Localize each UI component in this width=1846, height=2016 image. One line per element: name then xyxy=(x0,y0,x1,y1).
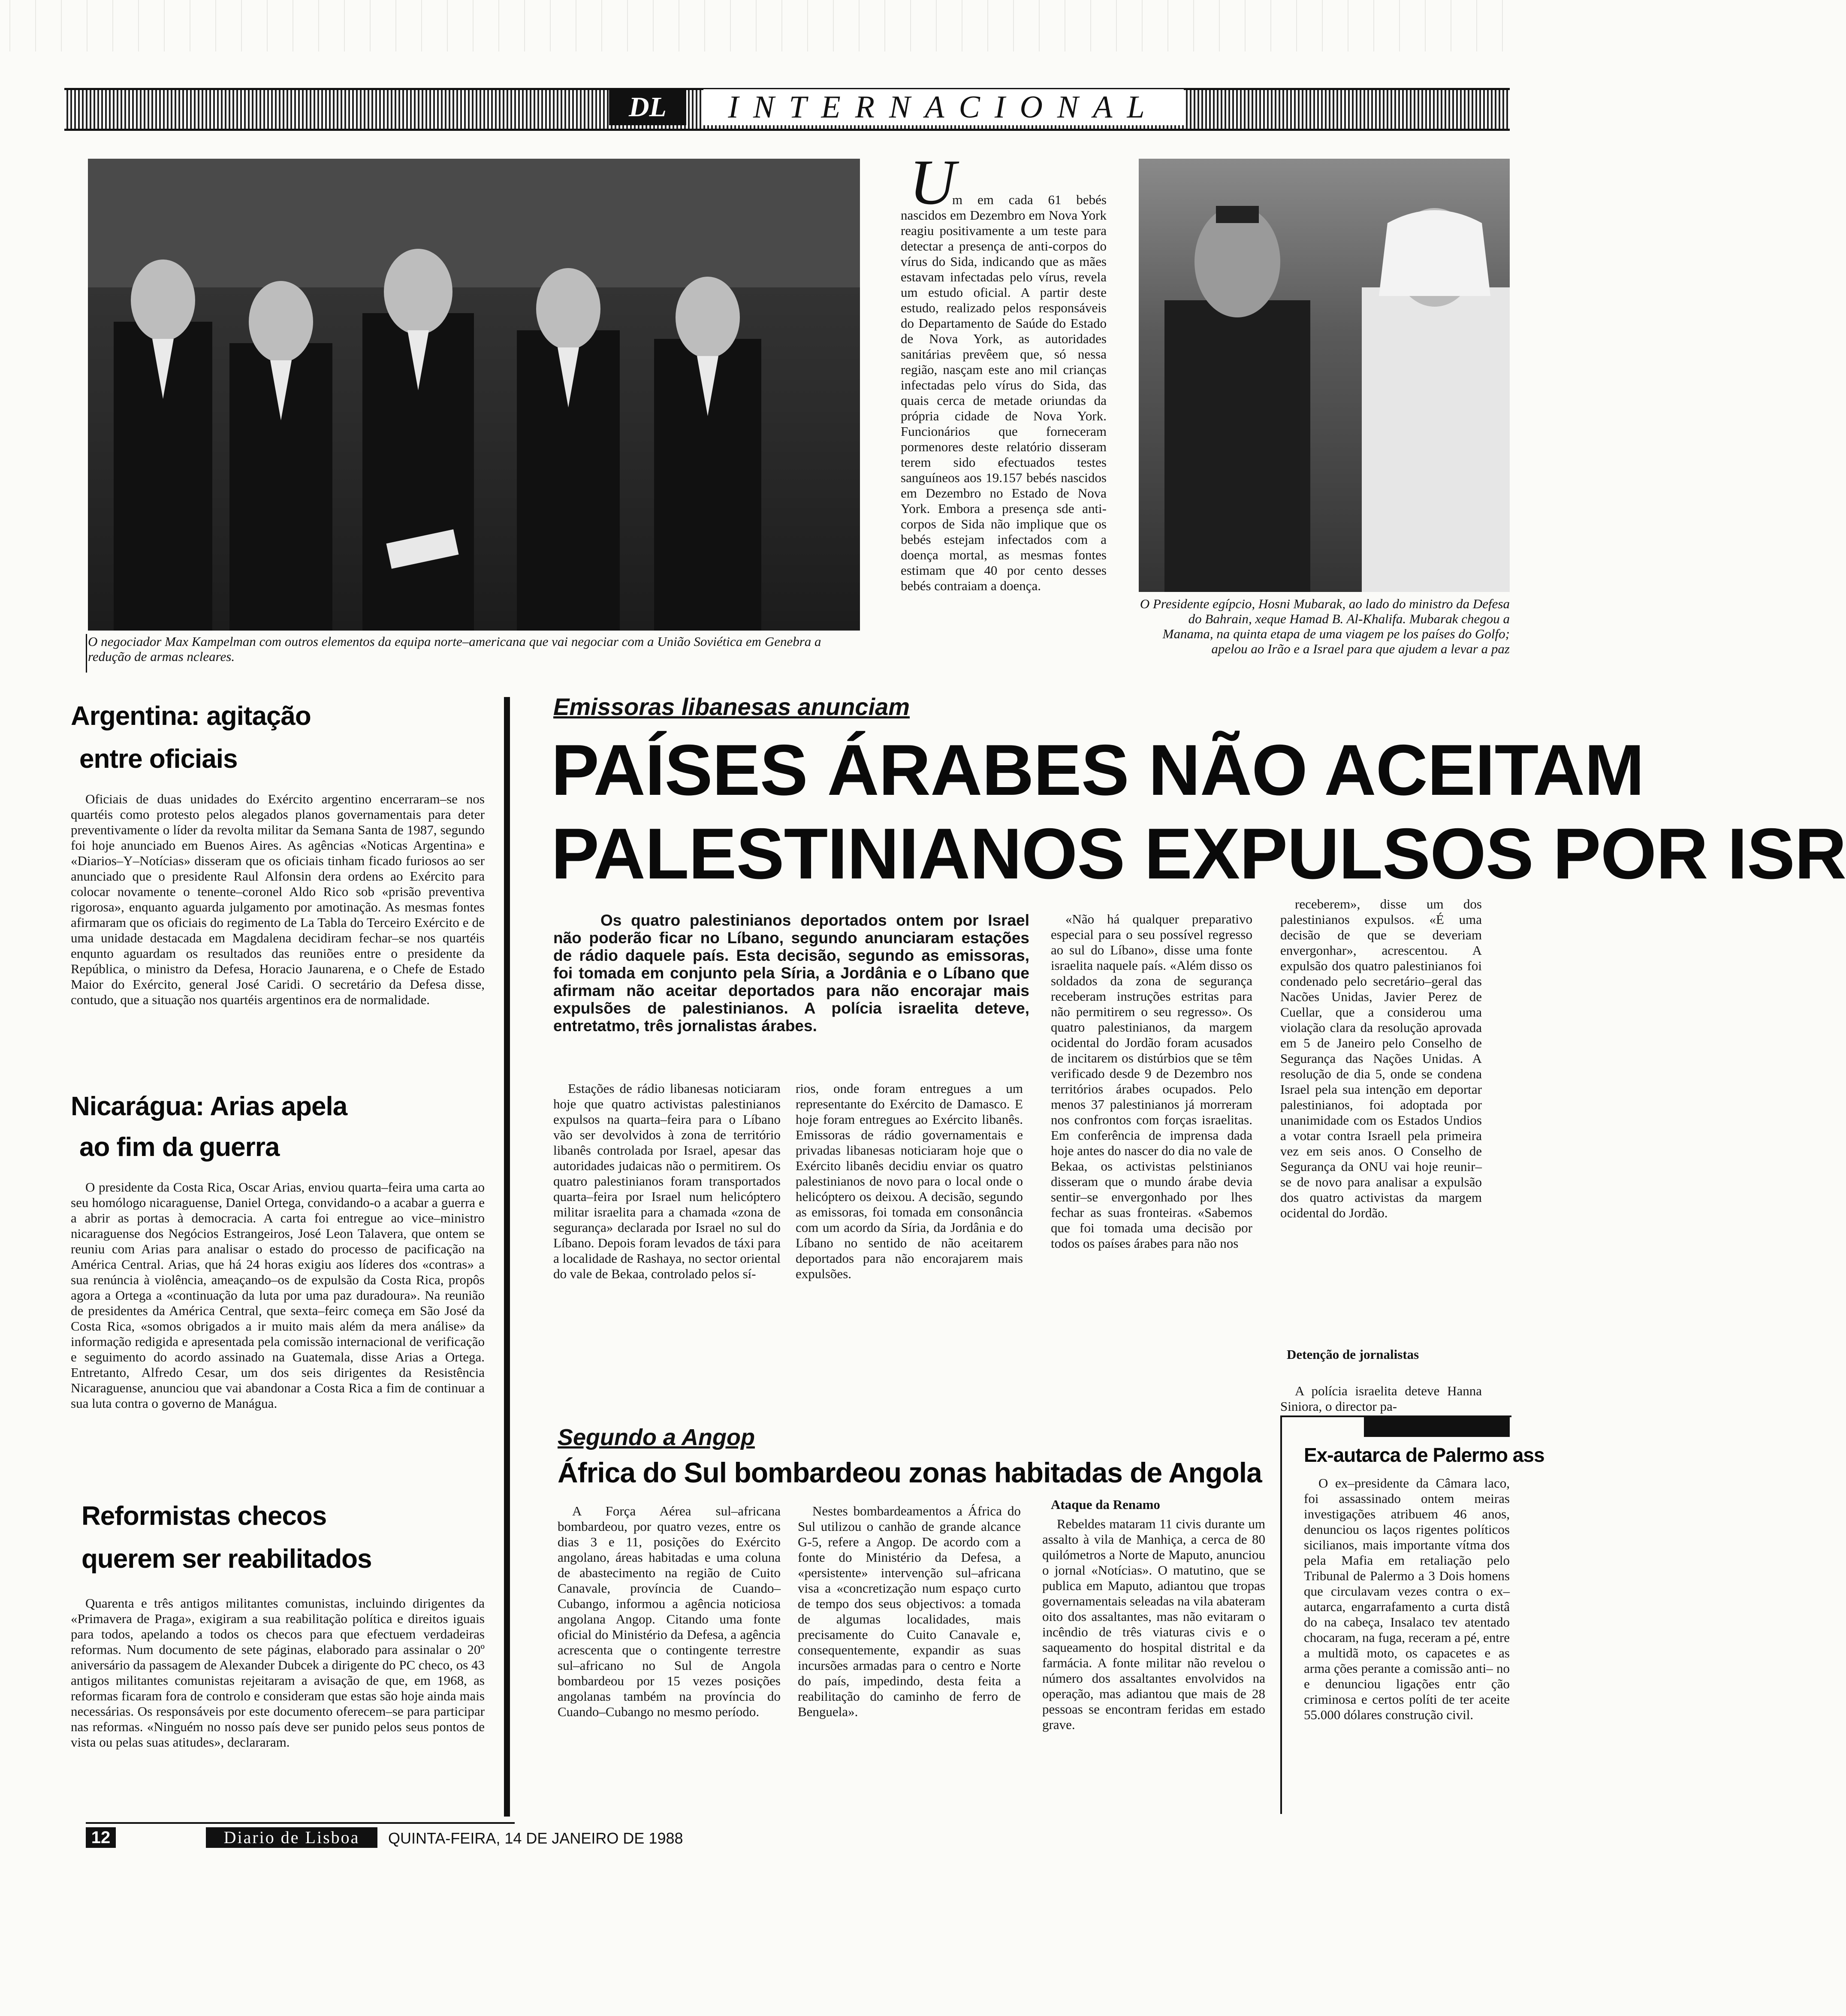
angola-col-1: A Força Aérea sul–africana bombardeou, por quatro vezes, entre os dias 3 e 11, posições do Exército angolano, áreas habitadas e uma coluna de abastecimento na região de Cuito Canavale, província de Cuando–Cubango, informou a agência noticiosa angolana Angop. Citando uma fonte oficial do Ministério da Defesa, a agência acrescenta que o contingente terrestre sul–africano no Sul de Angola bombardeou por 15 vezes posições angolanas também na província do Cuando–Cubango no mesmo período. xyxy=(558,1503,781,1719)
main-col-3: «Não há qualquer preparativo especial para o seu possível regresso ao sul do Líbano», disse uma fonte israelita naquele país. «Além disso os soldados da zona de segurança receberam instruções estritas para não permitirem o seu regresso». Os quatro palestinianos, da margem ocidental do Jordão foram acusados de incitarem os distúrbios que se têm verificado desde 9 de Dezembro nos territórios árabes ocupados. Pelo menos 37 palestinianos já morreram nos confrontos com forças israelitas. Em conferência de imprensa dada hoje antes do nascer do dia no vale de Bekaa, os activistas pelstinianos disseram que o mundo árabe devia sentir–se envergonhado por lhes fechar as suas fronteiras. «Sabemos que foi tomada uma decisão por todos os países árabes para não nos xyxy=(1051,911,1252,1251)
argentina-headline-2: entre oficiais xyxy=(79,744,238,774)
palermo-text: O ex–presidente da Câmara laco, foi assassinado ontem meiras investigações atribuem 46 anos, denunciou os laços rigentes políticos sicilianos, mais importante vítma dos pela Mafia em retaliação pelo Tribunal de Palermo a 3 Dois homens que circulavam vezes contra o ex–autarca, engarrafamento a curta distâ do na cabeça, Insalaco tev atentado chocaram, na fuga, receram a pé, entre a multidã moto, os capacetes e as arma ções perante a comissão anti– no e denunciou ligações entr ção criminosa e certos políti de ter aceite 55.000 dólares construção civil. xyxy=(1304,1476,1510,1722)
angola-col-3: Rebeldes mataram 11 civis durante um assalto à vila de Manhiça, a cerca de 80 quilómetros a Norte de Maputo, anunciou o jornal «Notícias». O matutino, que se publica em Maputo, adiantou que tropas governamentais seleadas na vila abateram oito dos assaltantes, mas não evitaram o incêndio de três viaturas civis e o saqueamento do hospital distrital e da farmácia. A fonte militar não revelou o número dos assaltantes envolvidos na operação, mas adiantou que mais de 28 pessoas se encontram feridas em estado grave. xyxy=(1042,1516,1265,1732)
kampelman-photo-caption: O negociador Max Kampelman com outros elementos da equipa norte–americana que vai negociar com a União Soviética em Genebra a redução de armas ncleares. xyxy=(88,634,821,664)
main-col-4: receberem», disse um dos palestinianos expulsos. «É uma decisão de que se deveriam envergonhar», acrescentou. A expulsão dos quatro palestinianos foi condenado pelo secretário–geral das Nacões Unidas, Javier Perez de Cuellar, que a considerou uma violação clara da resolução aprovada em 5 de Janeiro pelo Conselho de Segurança das Nações Unidas. A resolução de dia 5, onde se condena Israel pela sua intenção em deportar palestinianos, foi adoptada por unanimidade com os Estados Undios a votar contra Israell pela primeira vez em seis anos. O Conselho de Segurança da ONU vai hoje reunir–se de novo para analisar a expulsão dos quatro activistas da margem ocidental do Jordão. xyxy=(1280,896,1482,1220)
palermo-black-bar xyxy=(1364,1415,1510,1437)
mubarak-figures xyxy=(1139,159,1510,592)
footer-paper-name: Diario de Lisboa xyxy=(206,1827,377,1848)
nicaragua-headline-2: ao fim da guerra xyxy=(79,1132,280,1162)
checos-headline-2: querem ser reabilitados xyxy=(81,1544,372,1574)
kampelman-team-photo xyxy=(88,159,860,631)
palermo-headline: Ex-autarca de Palermo ass xyxy=(1304,1444,1544,1466)
argentina-text: Oficiais de duas unidades do Exército argentino encerraram–se nos quartéis como protesto pelos alegados planos governamentais para deter preventivamente o líder da revolta militar da Semana Santa de 1987, segundo foi hoje anunciado em Buenos Aires. As agências «Noticas Argentina» e «Diarios–Y–Notícias» disseram que os oficiais tinham ficado furiosos ao ser anunciado que o presidente Raul Alfonsin dera ordens ao Exército para colocar novamente o tenente–coronel Aldo Rico sob «prisão preventiva rigorosa», enquanto aguarda julgamento por amotinação. As mesmas fontes afirmaram que os oficiais do regimento de La Tabla do Terceiro Exército e de uma unidade destacada em Magdalena decidiram fechar–se nos quartéis enqunto aguardam os resultados das reuniões entre o presidente da República, o ministro da Defesa, Horacio Jaunarena, e o Chefe de Estado Maior do Exército, general José Caridi. O secretário da Defesa disse, contudo, que a situação nos quartéis argentinos era de normalidade. xyxy=(71,791,485,1007)
footer-rule xyxy=(86,1822,515,1824)
angola-headline: África do Sul bombardeou zonas habitadas de Angola xyxy=(558,1457,1262,1488)
sida-drop-cap: U xyxy=(909,147,956,218)
main-col-4-subhead: Detenção de jornalistas xyxy=(1287,1347,1419,1362)
column-divider xyxy=(504,697,510,1817)
nicaragua-text: O presidente da Costa Rica, Oscar Arias, enviou quarta–feira uma carta ao seu homólogo nicaraguense, Daniel Ortega, convidando-o a acabar a guerra e a abrir as portas à democracia. A carta foi entregue ao vice–ministro nicaraguense dos Negócios Estrangeiros, José Leon Talavera, que ontem se reuniu com Arias para analisar o estado do processo de pacificação na América Central. Arias, que há 24 horas exigiu aos líderes dos «contras» a sua renúncia à violência, ameaçando–os de expulsão da Costa Rica, propôs agora a Ortega a «continuação da luta por uma paz duradoura». Na reunião de presidentes da América Central, que sexta–feirc começa em São José da Costa Rica, «somos obrigados a ir muito mais além da mera análise» da informação redigida e apresentada pela comissão internacional de verificação e seguimento do acordo assinado na Guatemala, disse Arias a Ortega. Entretanto, Alfredo Cesar, um dos seis dirigentes da Resistência Nicaraguense, anunciou que vai abandonar a Costa Rica a fim de continuar a sua luta contra o governo de Manágua. xyxy=(71,1180,485,1411)
main-headline-2: PALESTINIANOS EXPULSOS POR ISR xyxy=(551,813,1846,894)
top-scan-strip xyxy=(0,0,1510,51)
section-title: INTERNACIONAL xyxy=(703,89,1184,125)
main-lead: Os quatro palestinianos deportados ontem por Israel não poderão ficar no Líbano, segundo anunciaram estações de rádio daquele país. Esta decisão, segundo as emissoras, foi tomada em conjunto pela Síria, a Jordânia e o Líbano que afirmam não aceitar deportados para não encorajar mais expulsões de palestinianos. A polícia israelita deteve, entretatmo, três jornalistas árabes. xyxy=(553,911,1029,1035)
angola-col-3-subhead: Ataque da Renamo xyxy=(1051,1497,1160,1512)
checos-headline-1: Reformistas checos xyxy=(81,1501,327,1531)
angola-col-2: Nestes bombardeamentos a África do Sul utilizou o canhão de grande alcance G-5, refere a Angop. De acordo com a fonte do Ministério da Defesa, a «persistente» intervenção sul–africana visa a «concretização num espaço curto de tempo dos seus objectivos: a tomada de algumas localidades, mais precisamente do Cuito Canavale e, consequentemente, expandir as suas incursões armadas para o centro e Norte do país, impedindo, desta feita a reabilitação do caminho de ferro de Benguela». xyxy=(798,1503,1021,1719)
main-col-4-tail: A polícia israelita deteve Hanna Siniora, o director pa- xyxy=(1280,1383,1482,1414)
checos-text: Quarenta e três antigos militantes comunistas, incluindo dirigentes da «Primavera de Praga», exigiram a sua reabilitação política e direitos iguais para todos, apelando a todos os checos para que efectuem verdadeiras reformas. Num documento de sete páginas, elaborado para assinalar o 20º aniversário da passagem de Alexander Dubcek a dirigente do PC checo, os 43 antigos militantes comunistas rejeitaram a avisação de que, em 1968, as reformas ficaram fora de controlo e consideram que estas são hoje ainda mais necessárias. Os responsáveis por este documento oferecem–se para participar nas reformas. «Ninguém no nosso país deve ser punido pelos seus pontos de vista ou pelas suas atitudes», declararam. xyxy=(71,1596,485,1750)
mubarak-photo xyxy=(1139,159,1510,592)
sida-story-text: m em cada 61 bebés nascidos em Dezembro em Nova York reagiu positivamente a um teste para detectar a presença de anti-corpos do vírus do Sida, indicando que as mães estavam infectadas pelo vírus, revela um estudo oficial. A partir deste estudo, realizado pelos responsáveis do Departamento de Saúde do Estado de Nova York, as autoridades sanitárias prevêem que, só nessa região, nasçam este ano mil crianças infectadas pelo vírus do Sida, das quais cerca de metade oriundas da própria cidade de Nova York. Funcionários que forneceram pormenores deste relatório disseram terem sido efectuados testes sanguíneos aos 19.157 bebés nascidos em Dezembro no Estado de Nova York. Embora a presença sde anti-corpos de Sida não implique que os bebés estejam infectados com a doença mortal, as mesmas fontes estimam que 40 por cento desses bebés contraiam a doença. xyxy=(901,192,1107,593)
footer-date: QUINTA-FEIRA, 14 DE JANEIRO DE 1988 xyxy=(388,1829,683,1847)
section-logo: DL xyxy=(609,89,686,125)
caption-side-rule xyxy=(86,634,87,673)
nicaragua-headline-1: Nicarágua: Arias apela xyxy=(71,1092,347,1121)
mubarak-photo-caption: O Presidente egípcio, Hosni Mubarak, ao lado do ministro da Defesa do Bahrain, xeque Hamad B. Al-Khalifa. Mubarak chegou a Manama, na quinta etapa de uma viagem pe los países do Golfo; apelou ao Irão e a Israel para que ajudem a levar a paz xyxy=(1140,596,1510,656)
argentina-headline-1: Argentina: agitação xyxy=(71,701,311,731)
footer-page-number: 12 xyxy=(86,1827,116,1848)
main-headline-1: PAÍSES ÁRABES NÃO ACEITAM xyxy=(551,730,1644,810)
main-kicker: Emissoras libanesas anunciam xyxy=(553,693,910,720)
angola-kicker: Segundo a Angop xyxy=(558,1424,755,1450)
main-col-1: Estações de rádio libanesas noticiaram hoje que quatro activistas palestinianos expulsos na quarta–feira para o Líbano vão ser devolvidos à zona de território libanês controlada por Israel, apesar das autoridades judaicas não o permitirem. Os quatro palestinianos foram transportados quarta–feira por Israel num helicóptero militar israelita para a chamada «zona de segurança» declarada por Israel no sul do Líbano. Depois foram levados de táxi para a localidade de Rashaya, no sector oriental do vale de Bekaa, controlado pelos sí- xyxy=(553,1081,781,1281)
main-col-2: rios, onde foram entregues a um representante do Exército de Damasco. E hoje foram entregues ao Exército libanês. Emissoras de rádio governamentais e privadas libanesas noticiaram hoje que o Exército libanês decidiu enviar os quatro palestinianos de novo para o local onde o helicóptero os deixou. A decisão, segundo as emissoras, foi tomada em consonância com um acordo da Síria, da Jordânia e do Líbano no sentido de não aceitarem deportados para não encorajarem mais expulsões. xyxy=(796,1081,1023,1281)
delegation-figures xyxy=(88,159,860,631)
